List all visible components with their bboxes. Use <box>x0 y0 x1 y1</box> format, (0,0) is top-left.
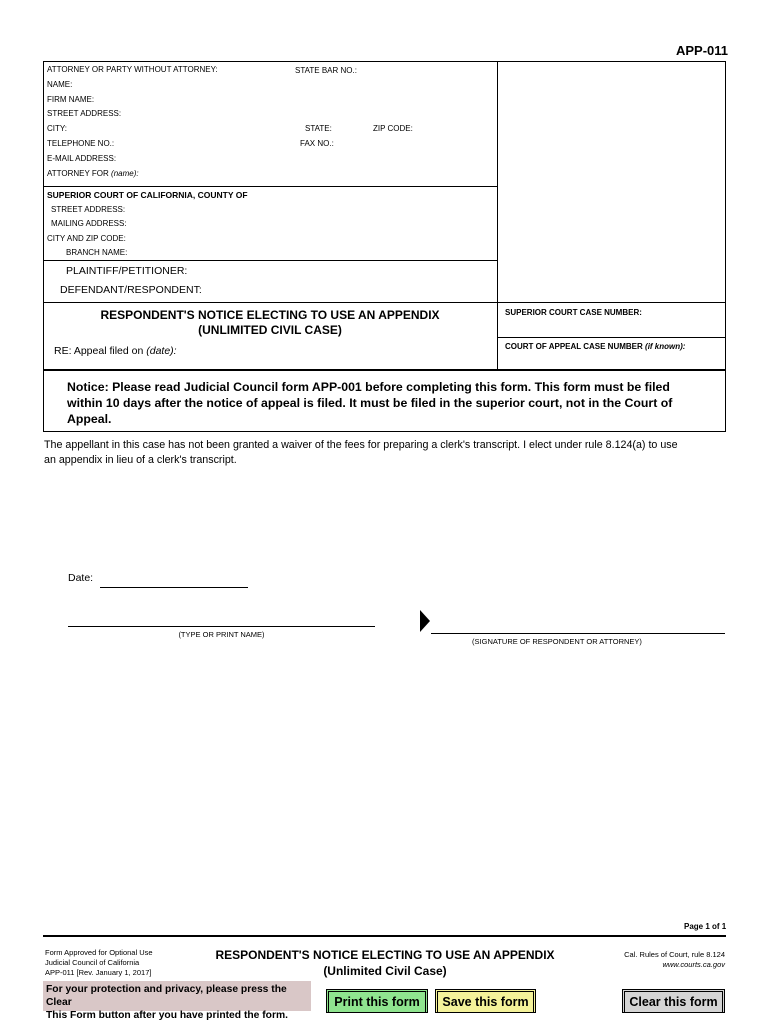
notice-line2: within 10 days after the notice of appeal is filed. It must be filed in the superior court, not in the Court of <box>67 396 673 410</box>
form-approved: Form Approved for Optional Use Judicial Council of California APP-011 [Rev. January 1, 2017] <box>45 948 153 977</box>
signature-field[interactable] <box>431 633 725 634</box>
state-label: STATE: <box>305 124 332 133</box>
print-form-label: Print this form <box>328 991 426 1013</box>
court-mailing-label: MAILING ADDRESS: <box>51 219 127 228</box>
privacy-notice: For your protection and privacy, please press the Clear This Form button after you have printed the form. <box>43 981 311 1011</box>
name-field[interactable] <box>68 626 375 627</box>
print-form-button[interactable] <box>326 989 428 1013</box>
firm-name-label: FIRM NAME: <box>47 95 95 104</box>
form-id: APP-011 <box>676 43 729 58</box>
re-appeal-label: RE: Appeal filed on (date): <box>54 345 177 357</box>
court-branch-label: BRANCH NAME: <box>66 248 128 257</box>
defendant-label: DEFENDANT/RESPONDENT: <box>60 284 202 296</box>
street-address-label: STREET ADDRESS: <box>47 109 122 118</box>
save-form-button[interactable] <box>435 989 536 1013</box>
footer-title-line1: RESPONDENT'S NOTICE ELECTING TO USE AN APPENDIX <box>215 948 555 962</box>
save-form-label: Save this form <box>437 991 534 1013</box>
type-name-caption: (TYPE OR PRINT NAME) <box>178 630 265 639</box>
name-label: NAME: <box>47 80 73 89</box>
clear-form-button[interactable] <box>622 989 725 1013</box>
court-city-zip-label: CITY AND ZIP CODE: <box>47 234 126 243</box>
telephone-label: TELEPHONE NO.: <box>47 139 115 148</box>
date-field[interactable] <box>100 587 248 588</box>
notice-line3: Appeal. <box>67 412 112 426</box>
city-label: CITY: <box>47 124 68 133</box>
attorney-header: ATTORNEY OR PARTY WITHOUT ATTORNEY: <box>47 65 218 74</box>
signature-caption: (SIGNATURE OF RESPONDENT OR ATTORNEY) <box>472 637 642 646</box>
form-title-line1: RESPONDENT'S NOTICE ELECTING TO USE AN APPENDIX <box>100 308 440 322</box>
email-label: E-MAIL ADDRESS: <box>47 154 117 163</box>
court-title: SUPERIOR COURT OF CALIFORNIA, COUNTY OF <box>47 190 248 200</box>
state-bar-label: STATE BAR NO.: <box>295 66 357 75</box>
caption-divider <box>497 61 498 370</box>
appeal-case-number-label: COURT OF APPEAL CASE NUMBER (if known): <box>505 342 686 351</box>
notice-line1: Notice: Please read Judicial Council form APP-001 before completing this form. This form must be filed <box>67 380 670 394</box>
form-title-line2: (UNLIMITED CIVIL CASE) <box>198 323 342 337</box>
zip-label: ZIP CODE: <box>373 124 413 133</box>
fax-label: FAX NO.: <box>300 139 334 148</box>
website: www.courts.ca.gov <box>662 960 725 969</box>
court-street-label: STREET ADDRESS: <box>51 205 126 214</box>
footer-title-line2: (Unlimited Civil Case) <box>323 964 447 978</box>
superior-case-number-label: SUPERIOR COURT CASE NUMBER: <box>505 308 642 317</box>
body-line2: an appendix in lieu of a clerk's transcript. <box>44 454 237 466</box>
attorney-for-label: ATTORNEY FOR (name): <box>47 169 139 178</box>
body-line1: The appellant in this case has not been granted a waiver of the fees for preparing a clerk's transcript. I elect under rule 8.124(a) to use <box>44 439 678 451</box>
page-number: Page 1 of 1 <box>684 922 727 931</box>
rules-citation: Cal. Rules of Court, rule 8.124 <box>624 950 725 959</box>
plaintiff-label: PLAINTIFF/PETITIONER: <box>66 265 188 277</box>
signature-arrow-icon <box>420 610 430 632</box>
clear-form-label: Clear this form <box>624 991 723 1013</box>
date-label: Date: <box>68 572 94 584</box>
